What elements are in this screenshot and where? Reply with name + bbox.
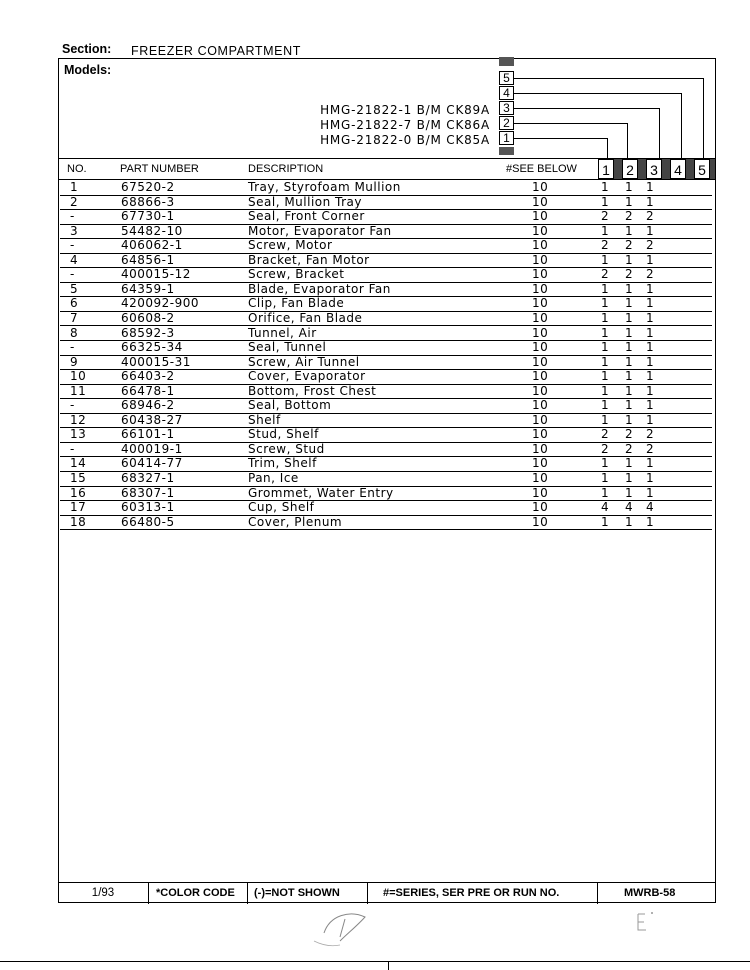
row-see-below: 10 [532,209,549,224]
model-box-2: 2 [499,116,514,130]
row-part-number: 400015-31 [121,354,191,369]
row-description: Seal, Tunnel [248,340,327,355]
table-row [60,209,712,225]
row-see-below: 10 [532,194,549,209]
table-row [60,456,712,472]
row-qty-series-2: 1 [625,296,634,311]
row-part-number: 400015-12 [121,267,191,282]
row-qty-series-1: 1 [601,471,610,485]
row-number: 6 [70,296,79,311]
table-row [60,413,712,429]
row-number: - [70,209,75,224]
row-part-number: 64359-1 [121,281,175,296]
row-see-below: 10 [532,252,549,267]
row-qty-series-2: 1 [625,383,634,398]
row-description: Screw, Air Tunnel [248,354,360,369]
row-description: Motor, Evaporator Fan [248,223,392,238]
row-see-below: 10 [532,456,549,471]
handwritten-scribble [310,905,380,950]
row-see-below: 10 [532,369,549,384]
table-row [60,195,712,211]
row-qty-series-2: 1 [625,471,634,485]
series-header-5: 5 [694,159,710,179]
row-part-number: 54482-10 [121,223,183,238]
row-number: 15 [70,471,87,485]
row-qty-series-1: 1 [601,310,610,325]
row-qty-series-1: 1 [601,340,610,355]
row-see-below: 10 [532,383,549,398]
row-number: 16 [70,485,87,500]
row-part-number: 400019-1 [121,441,183,456]
row-qty-series-2: 2 [625,267,634,282]
row-description: Cover, Evaporator [248,369,366,384]
row-see-below: 10 [532,427,549,442]
row-description: Screw, Motor [248,238,333,253]
row-see-below: 10 [532,441,549,456]
series-separator [686,159,694,179]
row-see-below: 10 [532,180,549,194]
series-separator [638,159,646,179]
row-qty-series-1: 4 [601,500,610,515]
row-qty-series-3: 1 [646,398,655,413]
row-qty-series-3: 1 [646,456,655,471]
row-see-below: 10 [532,471,549,485]
section-value: FREEZER COMPARTMENT [131,44,301,58]
row-description: Tray, Styrofoam Mullion [248,180,401,194]
table-row [60,267,712,283]
row-number: - [70,340,75,355]
row-part-number: 406062-1 [121,238,183,253]
row-qty-series-3: 1 [646,369,655,384]
row-qty-series-3: 1 [646,281,655,296]
row-see-below: 10 [532,267,549,282]
row-qty-series-1: 1 [601,281,610,296]
table-row [60,471,712,487]
row-number: 10 [70,369,87,384]
row-qty-series-1: 2 [601,238,610,253]
table-row [60,238,712,254]
row-qty-series-2: 1 [625,252,634,267]
row-description: Cover, Plenum [248,514,343,529]
table-row [60,369,712,385]
row-qty-series-1: 1 [601,325,610,340]
row-qty-series-2: 1 [625,180,634,194]
row-part-number: 68592-3 [121,325,175,340]
page-bottom-rule [0,961,750,962]
row-description: Seal, Bottom [248,398,332,413]
model-box-3: 3 [499,101,514,115]
row-part-number: 66325-34 [121,340,183,355]
row-part-number: 68307-1 [121,485,175,500]
model-line-1: HMG-21822-1 B/M CK89A [320,103,490,117]
row-number: - [70,398,75,413]
row-qty-series-3: 1 [646,194,655,209]
row-qty-series-1: 1 [601,354,610,369]
footer-series-note: #=SERIES, SER PRE OR RUN NO. [383,887,560,899]
row-qty-series-1: 1 [601,456,610,471]
row-number: 8 [70,325,79,340]
row-qty-series-3: 1 [646,310,655,325]
row-qty-series-2: 1 [625,412,634,427]
row-qty-series-1: 1 [601,194,610,209]
row-qty-series-1: 1 [601,369,610,384]
table-row [60,253,712,269]
model-box-cap-top [499,57,514,66]
series-separator [662,159,670,179]
row-see-below: 10 [532,281,549,296]
row-description: Seal, Front Corner [248,209,365,224]
row-qty-series-2: 2 [625,427,634,442]
row-qty-series-3: 1 [646,412,655,427]
section-label: Section: [62,42,112,56]
bracket-line-1 [514,138,608,160]
row-part-number: 66478-1 [121,383,175,398]
row-see-below: 10 [532,500,549,515]
model-line-3: HMG-21822-0 B/M CK85A [320,133,490,147]
row-description: Grommet, Water Entry [248,485,394,500]
row-qty-series-2: 1 [625,325,634,340]
row-qty-series-3: 1 [646,514,655,529]
row-number: 12 [70,412,87,427]
row-qty-series-3: 1 [646,180,655,194]
series-header-1: 1 [598,159,614,179]
row-see-below: 10 [532,325,549,340]
table-row [60,355,712,371]
row-qty-series-1: 2 [601,209,610,224]
row-part-number: 60414-77 [121,456,183,471]
row-qty-series-2: 1 [625,456,634,471]
row-see-below: 10 [532,310,549,325]
row-see-below: 10 [532,223,549,238]
row-part-number: 66101-1 [121,427,175,442]
table-row [60,384,712,400]
row-qty-series-3: 2 [646,427,655,442]
table-row [60,180,712,196]
row-number: 4 [70,252,79,267]
col-header-no: NO. [67,163,87,175]
row-qty-series-2: 4 [625,500,634,515]
row-description: Seal, Mullion Tray [248,194,362,209]
row-part-number: 67520-2 [121,180,175,194]
row-number: 1 [70,180,79,194]
footer-doc-code: MWRB-58 [624,887,676,899]
row-qty-series-2: 1 [625,281,634,296]
row-qty-series-3: 1 [646,340,655,355]
model-box-5: 5 [499,71,514,85]
row-qty-series-3: 1 [646,223,655,238]
row-description: Screw, Bracket [248,267,345,282]
footer [58,882,716,904]
row-qty-series-1: 1 [601,223,610,238]
row-qty-series-3: 2 [646,441,655,456]
row-qty-series-1: 1 [601,514,610,529]
row-description: Bracket, Fan Motor [248,252,370,267]
row-qty-series-3: 1 [646,325,655,340]
row-qty-series-2: 1 [625,398,634,413]
row-number: 17 [70,500,87,515]
row-description: Tunnel, Air [248,325,317,340]
row-qty-series-3: 1 [646,354,655,369]
row-qty-series-2: 1 [625,194,634,209]
row-number: - [70,238,75,253]
row-part-number: 60438-27 [121,412,183,427]
row-qty-series-1: 2 [601,441,610,456]
row-qty-series-2: 2 [625,209,634,224]
row-part-number: 67730-1 [121,209,175,224]
table-row [60,486,712,502]
row-description: Screw, Stud [248,441,325,456]
row-part-number: 60608-2 [121,310,175,325]
row-qty-series-2: 1 [625,514,634,529]
row-description: Stud, Shelf [248,427,319,442]
row-part-number: 420092-900 [121,296,200,311]
row-description: Orifice, Fan Blade [248,310,363,325]
footer-divider [247,883,248,904]
row-part-number: 60313-1 [121,500,175,515]
row-qty-series-2: 1 [625,354,634,369]
row-number: - [70,441,75,456]
row-see-below: 10 [532,412,549,427]
row-number: 5 [70,281,79,296]
row-qty-series-3: 1 [646,485,655,500]
row-qty-series-1: 1 [601,485,610,500]
row-qty-series-2: 2 [625,238,634,253]
table-row [60,427,712,443]
row-description: Trim, Shelf [248,456,317,471]
row-see-below: 10 [532,398,549,413]
row-qty-series-1: 1 [601,296,610,311]
row-see-below: 10 [532,340,549,355]
row-part-number: 64856-1 [121,252,175,267]
row-qty-series-3: 2 [646,238,655,253]
row-part-number: 68946-2 [121,398,175,413]
col-header-see-below: #SEE BELOW [506,163,577,175]
row-number: 9 [70,354,79,369]
row-qty-series-2: 1 [625,223,634,238]
footer-divider [148,883,149,904]
row-number: 13 [70,427,87,442]
series-header-2: 2 [622,159,638,179]
row-qty-series-2: 1 [625,340,634,355]
series-separator [614,159,622,179]
row-qty-series-2: 2 [625,441,634,456]
footer-not-shown: (-)=NOT SHOWN [254,887,340,899]
row-description: Bottom, Frost Chest [248,383,377,398]
footer-date: 1/93 [91,887,115,899]
table-row [60,311,712,327]
table-row [60,515,712,531]
series-header-3: 3 [646,159,662,179]
table-row [60,326,712,342]
row-qty-series-3: 1 [646,471,655,485]
row-qty-series-3: 1 [646,296,655,311]
row-number: - [70,267,75,282]
row-qty-series-3: 1 [646,383,655,398]
row-qty-series-1: 1 [601,398,610,413]
row-qty-series-3: 2 [646,209,655,224]
model-box-1: 1 [499,131,514,145]
row-number: 14 [70,456,87,471]
table-row [60,282,712,298]
footer-divider [597,883,598,904]
table-row [60,398,712,414]
row-part-number: 66480-5 [121,514,175,529]
row-see-below: 10 [532,485,549,500]
row-qty-series-2: 1 [625,369,634,384]
row-see-below: 10 [532,296,549,311]
handwritten-mark [632,908,662,938]
row-description: Shelf [248,412,281,427]
footer-divider [367,883,368,904]
row-description: Blade, Evaporator Fan [248,281,391,296]
row-qty-series-3: 4 [646,500,655,515]
series-separator [710,159,715,179]
row-qty-series-1: 2 [601,427,610,442]
row-qty-series-2: 1 [625,485,634,500]
row-description: Pan, Ice [248,471,299,485]
table-row [60,500,712,516]
row-see-below: 10 [532,514,549,529]
model-box-cap-bottom [499,147,514,155]
model-box-4: 4 [499,86,514,100]
row-number: 3 [70,223,79,238]
row-see-below: 10 [532,238,549,253]
row-part-number: 66403-2 [121,369,175,384]
col-header-description: DESCRIPTION [248,163,324,175]
row-description: Cup, Shelf [248,500,315,515]
row-qty-series-1: 1 [601,180,610,194]
table-row [60,340,712,356]
row-qty-series-1: 1 [601,252,610,267]
row-qty-series-1: 1 [601,383,610,398]
row-qty-series-3: 1 [646,252,655,267]
row-qty-series-1: 1 [601,412,610,427]
page-bottom-tick [388,961,389,970]
row-number: 18 [70,514,87,529]
row-qty-series-2: 1 [625,310,634,325]
footer-color-code: *COLOR CODE [156,887,235,899]
col-header-part-number: PART NUMBER [120,163,199,175]
model-line-2: HMG-21822-7 B/M CK86A [320,118,490,132]
row-part-number: 68327-1 [121,471,175,485]
table-row [60,442,712,458]
row-number: 11 [70,383,87,398]
table-row [60,296,712,312]
row-qty-series-1: 2 [601,267,610,282]
series-header-4: 4 [670,159,686,179]
row-number: 2 [70,194,79,209]
row-qty-series-3: 2 [646,267,655,282]
row-description: Clip, Fan Blade [248,296,345,311]
models-label: Models: [64,63,112,77]
table-row [60,224,712,240]
row-part-number: 68866-3 [121,194,175,209]
row-number: 7 [70,310,79,325]
row-see-below: 10 [532,354,549,369]
